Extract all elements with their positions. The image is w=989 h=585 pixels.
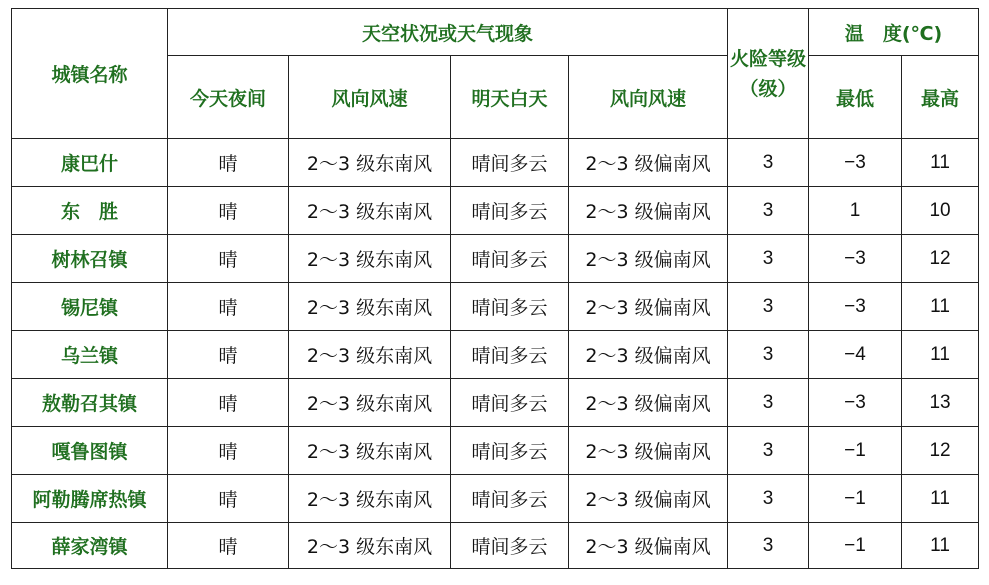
header-fire-risk: 火险等级（级） [728, 9, 809, 139]
tonight-wind-cell: 2～3 级东南风 [289, 187, 451, 235]
max-temp-cell: 10 [902, 187, 979, 235]
table-row [12, 523, 979, 569]
min-temp-cell: −1 [809, 427, 902, 475]
table-row [12, 187, 979, 235]
tomorrow-wind-cell: 2～3 级偏南风 [569, 427, 728, 475]
tonight-wind-cell: 2～3 级东南风 [289, 283, 451, 331]
tonight-wind-cell: 2～3 级东南风 [289, 139, 451, 187]
tomorrow-wind-cell: 2～3 级偏南风 [569, 235, 728, 283]
tomorrow-weather-cell: 晴间多云 [451, 379, 569, 427]
min-temp-cell: −3 [809, 379, 902, 427]
tonight-weather-cell: 晴 [168, 427, 289, 475]
header-min-temp: 最低 [809, 56, 902, 139]
max-temp-cell: 12 [902, 427, 979, 475]
tonight-wind-cell: 2～3 级东南风 [289, 379, 451, 427]
tonight-wind-cell: 2～3 级东南风 [289, 523, 451, 569]
town-name-cell: 康巴什 [12, 139, 168, 187]
town-name-cell: 锡尼镇 [12, 283, 168, 331]
table-row [12, 475, 979, 523]
tonight-weather-cell: 晴 [168, 283, 289, 331]
tonight-wind-cell: 2～3 级东南风 [289, 427, 451, 475]
fire-risk-cell: 3 [728, 187, 809, 235]
min-temp-cell: −3 [809, 283, 902, 331]
tomorrow-weather-cell: 晴间多云 [451, 139, 569, 187]
town-name-cell: 东 胜 [12, 187, 168, 235]
fire-risk-cell: 3 [728, 139, 809, 187]
header-tonight: 今天夜间 [168, 56, 289, 139]
tomorrow-weather-cell: 晴间多云 [451, 475, 569, 523]
tonight-weather-cell: 晴 [168, 139, 289, 187]
tomorrow-weather-cell: 晴间多云 [451, 331, 569, 379]
max-temp-cell: 11 [902, 475, 979, 523]
max-temp-cell: 11 [902, 523, 979, 569]
town-name-cell: 阿勒腾席热镇 [12, 475, 168, 523]
tomorrow-weather-cell: 晴间多云 [451, 235, 569, 283]
min-temp-cell: −4 [809, 331, 902, 379]
max-temp-cell: 11 [902, 283, 979, 331]
table-row [12, 283, 979, 331]
header-tomorrow-day: 明天白天 [451, 56, 569, 139]
table-row [12, 235, 979, 283]
fire-risk-cell: 3 [728, 235, 809, 283]
town-name-cell: 敖勒召其镇 [12, 379, 168, 427]
tonight-wind-cell: 2～3 级东南风 [289, 235, 451, 283]
tonight-weather-cell: 晴 [168, 475, 289, 523]
tonight-weather-cell: 晴 [168, 187, 289, 235]
town-name-cell: 薛家湾镇 [12, 523, 168, 569]
tomorrow-wind-cell: 2～3 级偏南风 [569, 475, 728, 523]
max-temp-cell: 11 [902, 139, 979, 187]
table-row [12, 379, 979, 427]
tonight-wind-cell: 2～3 级东南风 [289, 475, 451, 523]
tomorrow-weather-cell: 晴间多云 [451, 523, 569, 569]
min-temp-cell: −3 [809, 139, 902, 187]
tonight-weather-cell: 晴 [168, 379, 289, 427]
table-row [12, 427, 979, 475]
header-wind-2: 风向风速 [569, 56, 728, 139]
header-town-name: 城镇名称 [12, 9, 168, 139]
header-sky-conditions: 天空状况或天气现象 [168, 9, 728, 56]
min-temp-cell: −3 [809, 235, 902, 283]
forecast-table-container [11, 8, 979, 569]
fire-risk-cell: 3 [728, 379, 809, 427]
tomorrow-wind-cell: 2～3 级偏南风 [569, 523, 728, 569]
header-wind-1: 风向风速 [289, 56, 451, 139]
min-temp-cell: −1 [809, 475, 902, 523]
town-name-cell: 树林召镇 [12, 235, 168, 283]
fire-risk-cell: 3 [728, 283, 809, 331]
max-temp-cell: 12 [902, 235, 979, 283]
town-name-cell: 嘎鲁图镇 [12, 427, 168, 475]
tomorrow-weather-cell: 晴间多云 [451, 427, 569, 475]
tomorrow-wind-cell: 2～3 级偏南风 [569, 379, 728, 427]
table-row [12, 331, 979, 379]
tomorrow-wind-cell: 2～3 级偏南风 [569, 331, 728, 379]
tonight-weather-cell: 晴 [168, 235, 289, 283]
fire-risk-cell: 3 [728, 427, 809, 475]
tomorrow-wind-cell: 2～3 级偏南风 [569, 187, 728, 235]
header-max-temp: 最高 [902, 56, 979, 139]
table-row [12, 139, 979, 187]
fire-risk-cell: 3 [728, 331, 809, 379]
tomorrow-weather-cell: 晴间多云 [451, 187, 569, 235]
fire-risk-cell: 3 [728, 523, 809, 569]
weather-forecast-table [11, 8, 979, 569]
tomorrow-wind-cell: 2～3 级偏南风 [569, 283, 728, 331]
town-name-cell: 乌兰镇 [12, 331, 168, 379]
max-temp-cell: 11 [902, 331, 979, 379]
fire-risk-cell: 3 [728, 475, 809, 523]
max-temp-cell: 13 [902, 379, 979, 427]
tomorrow-wind-cell: 2～3 级偏南风 [569, 139, 728, 187]
min-temp-cell: −1 [809, 523, 902, 569]
tonight-weather-cell: 晴 [168, 331, 289, 379]
header-temperature: 温 度(℃) [809, 9, 979, 56]
header-row-1 [12, 9, 979, 56]
tonight-weather-cell: 晴 [168, 523, 289, 569]
tomorrow-weather-cell: 晴间多云 [451, 283, 569, 331]
tonight-wind-cell: 2～3 级东南风 [289, 331, 451, 379]
min-temp-cell: 1 [809, 187, 902, 235]
